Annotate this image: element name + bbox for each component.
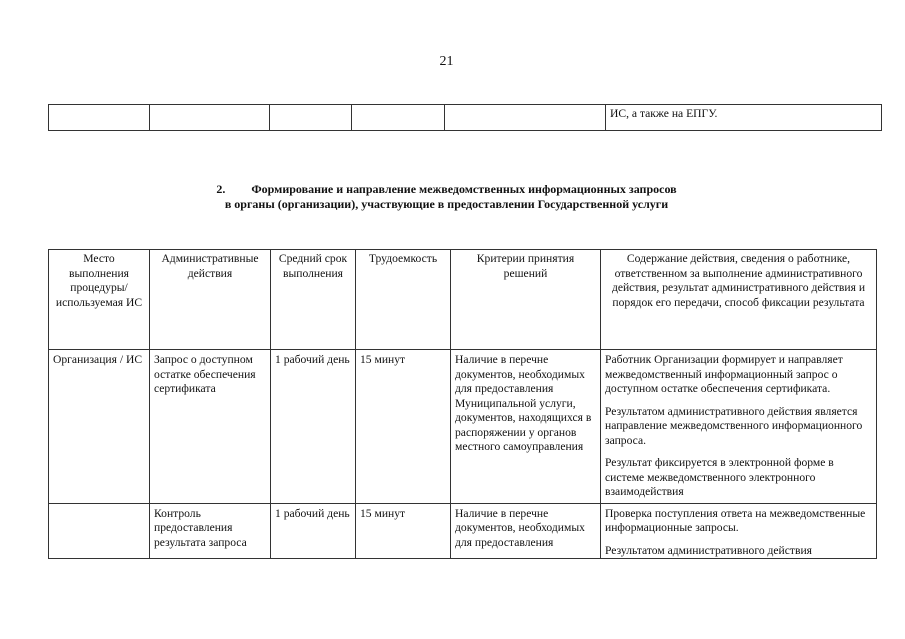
table-cell: ИС, а также на ЕПГУ. [606, 105, 882, 131]
page-number: 21 [439, 54, 454, 69]
content-paragraph: Результатом административного действия является направление межведомственного информационного запроса. [605, 404, 863, 447]
table-row [49, 503, 877, 559]
cell-content [601, 350, 877, 504]
header-effort: Трудоемкость [356, 250, 451, 350]
table-cell [270, 105, 352, 131]
table-cell [49, 105, 150, 131]
content-paragraph: Проверка поступления ответа на межведомственные информационные запросы. [605, 506, 866, 534]
header-row [49, 250, 877, 350]
cell-content [601, 503, 877, 559]
cell-place [49, 503, 150, 559]
table-cell [150, 105, 270, 131]
cell-action: Запрос о доступном остатке обеспечения сертификата [150, 350, 271, 504]
section-heading [0, 182, 893, 212]
header-place: Место выполнения процедуры/используемая ИС [49, 250, 150, 350]
cell-criteria: Наличие в перечне документов, необходимых для предоставления Муниципальной услуги, документов, находящихся в распоряжении у органов местного самоуправления [451, 350, 601, 504]
continuation-table [48, 104, 882, 131]
cell-action: Контроль предоставления результата запроса [150, 503, 271, 559]
cell-effort: 15 минут [356, 350, 451, 504]
cell-term: 1 рабочий день [271, 503, 356, 559]
header-content: Содержание действия, сведения о работнике, ответственном за выполнение административного действия, результат административного действия и порядок его передачи, способ фиксации результата [601, 250, 877, 350]
cell-criteria: Наличие в перечне документов, необходимых для предоставления [451, 503, 601, 559]
header-action: Административные действия [150, 250, 271, 350]
cell-effort: 15 минут [356, 503, 451, 559]
table-row [49, 350, 877, 504]
section-title-line2: в органы (организации), участвующие в предоставлении Государственной услуги [224, 197, 669, 211]
procedure-table [48, 249, 877, 559]
header-criteria: Критерии принятия решений [451, 250, 601, 350]
content-paragraph: Результат фиксируется в электронной форме в системе межведомственного электронного взаимодействия [605, 456, 834, 498]
content-paragraph: Результатом административного действия [605, 543, 812, 557]
cell-place: Организация / ИС [49, 350, 150, 504]
content-paragraph: Работник Организации формирует и направляет межведомственный информационный запрос о доступном остатке обеспечения сертификата. [605, 353, 843, 395]
cell-term: 1 рабочий день [271, 350, 356, 504]
header-term: Средний срок выполнения [271, 250, 356, 350]
table-row [49, 105, 882, 131]
section-title-line1: Формирование и направление межведомственных информационных запросов [251, 182, 677, 196]
table-cell [352, 105, 445, 131]
section-number: 2. [216, 182, 226, 196]
table-cell [445, 105, 606, 131]
